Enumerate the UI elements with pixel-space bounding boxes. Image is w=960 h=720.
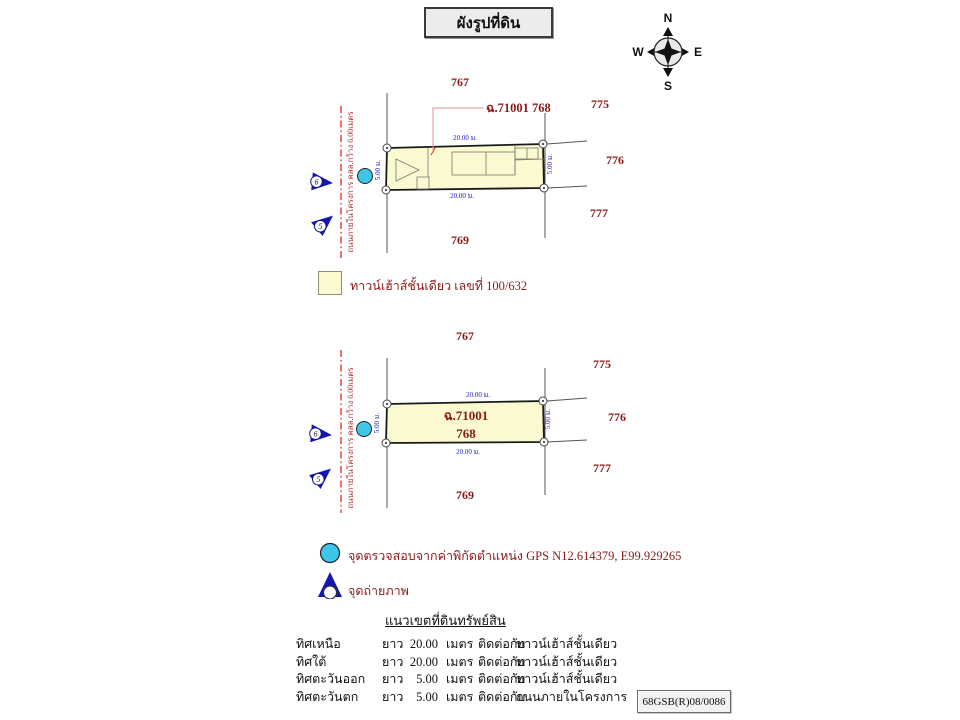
- document-number-label: 68GSB(R)08/0086: [642, 695, 726, 708]
- neighbor-parcel-777: 777: [590, 206, 608, 220]
- neighbor-parcel-777: 777: [593, 461, 611, 475]
- parcel-outline: [386, 144, 544, 190]
- row-unit: เมตร: [446, 672, 474, 686]
- compass-west-label: W: [632, 45, 644, 59]
- page-title: [424, 7, 553, 38]
- row-length-label: ยาว: [382, 672, 404, 686]
- row-contact-label: ติดต่อกับ: [478, 654, 526, 669]
- row-length-value: 20.00: [409, 637, 438, 651]
- dim-north: 20.00 ม.: [453, 134, 477, 142]
- compass-north-label: N: [663, 11, 673, 25]
- photo-legend-label: จุดถ่ายภาพ: [348, 584, 409, 598]
- dim-south: 20.00 ม.: [456, 448, 480, 456]
- boundary-line-northeast: [547, 398, 587, 401]
- neighbor-parcel-775: 775: [591, 97, 609, 111]
- boundary-line-northeast: [547, 141, 587, 144]
- row-length-label: ยาว: [382, 637, 404, 651]
- photo-legend-icon: [317, 571, 343, 599]
- neighbor-parcel-767: 767: [456, 329, 474, 343]
- row-length-label: ยาว: [382, 654, 404, 669]
- road-label: ถนนภายในโครงการ คสล.กว้าง 6.00เมตร: [346, 111, 355, 253]
- gps-legend-icon: [319, 542, 341, 564]
- photo-point-6-label: 6: [313, 429, 318, 439]
- photo-point-5-icon: [308, 462, 337, 490]
- dim-west: 5.00 ม.: [374, 159, 382, 181]
- row-unit: เมตร: [446, 654, 474, 669]
- boundary-line-southeast: [547, 440, 587, 442]
- compass-rose-icon: [628, 8, 708, 92]
- row-length-value: 5.00: [416, 672, 438, 686]
- dim-north: 20.00 ม.: [466, 391, 490, 399]
- row-adjacent: ถนนภายในโครงการ: [516, 689, 628, 704]
- page-title-label: ผังรูปที่ดิน: [456, 15, 521, 32]
- neighbor-parcel-769: 769: [451, 233, 469, 247]
- gps-point-icon: [357, 422, 372, 437]
- row-contact-label: ติดต่อกับ: [478, 637, 526, 651]
- dim-east: 5.00 ม.: [546, 153, 554, 175]
- row-adjacent: ทาวน์เฮ้าส์ชั้นเดียว: [516, 654, 618, 669]
- photo-point-5-label: 5: [316, 475, 321, 485]
- gps-legend-label: จุดตรวจสอบจากค่าพิกัดตำแหน่ง GPS N12.614379, E99.929265: [348, 549, 682, 563]
- photo-point-5-icon: [310, 209, 339, 237]
- boundary-table-title: แนวเขตที่ดินทรัพย์สิน: [385, 613, 506, 628]
- photo-point-5-label: 5: [318, 222, 323, 232]
- row-unit: เมตร: [446, 689, 474, 704]
- dim-east: 5.00 ม.: [544, 408, 552, 430]
- row-length-label: ยาว: [382, 689, 404, 704]
- site-plan-top: [290, 60, 630, 270]
- photo-point-6-label: 6: [314, 177, 319, 187]
- dim-south: 20.00 ม.: [450, 192, 474, 200]
- document-number-box: [637, 690, 731, 713]
- neighbor-parcel-767: 767: [451, 75, 469, 89]
- house-legend-label: ทาวน์เฮ้าส์ชั้นเดียว เลขที่ 100/632: [350, 279, 528, 293]
- row-direction: ทิศตะวันตก: [296, 689, 359, 704]
- neighbor-parcel-776: 776: [606, 153, 624, 167]
- row-direction: ทิศใต้: [296, 654, 327, 669]
- house-legend-swatch: [318, 271, 342, 295]
- neighbor-parcel-769: 769: [456, 488, 474, 502]
- dim-west: 5.00 ม.: [373, 412, 381, 434]
- parcel-label: ฉ.71001 768: [486, 101, 551, 115]
- row-direction: ทิศตะวันออก: [296, 672, 366, 686]
- road-label: ถนนภายในโครงการ คสล.กว้าง 6.00เมตร: [346, 367, 355, 509]
- boundary-line-southeast: [547, 186, 587, 188]
- row-length-value: 5.00: [416, 689, 438, 704]
- compass-south-label: S: [663, 79, 673, 92]
- row-unit: เมตร: [446, 637, 474, 651]
- row-length-value: 20.00: [409, 654, 438, 669]
- row-direction: ทิศเหนือ: [296, 637, 341, 651]
- photo-point-6-icon: [309, 424, 333, 444]
- neighbor-parcel-775: 775: [593, 357, 611, 371]
- neighbor-parcel-776: 776: [608, 410, 626, 424]
- row-adjacent: ทาวน์เฮ้าส์ชั้นเดียว: [516, 672, 618, 686]
- photo-point-6-icon: [310, 172, 334, 192]
- row-contact-label: ติดต่อกับ: [478, 672, 526, 686]
- house-number-label: 768: [456, 426, 476, 441]
- compass-south-arrow-icon: [663, 68, 673, 77]
- row-adjacent: ทาวน์เฮ้าส์ชั้นเดียว: [516, 637, 618, 651]
- gps-point-icon: [358, 169, 373, 184]
- boundary-table: [296, 636, 686, 706]
- row-contact-label: ติดต่อกับ: [478, 689, 526, 704]
- parcel-number-label: ฉ.71001: [443, 408, 489, 423]
- compass-north-arrow-icon: [663, 27, 673, 36]
- parcel-leader-line: [433, 108, 484, 150]
- compass-east-label: E: [693, 45, 703, 59]
- site-plan-bottom: [290, 320, 630, 515]
